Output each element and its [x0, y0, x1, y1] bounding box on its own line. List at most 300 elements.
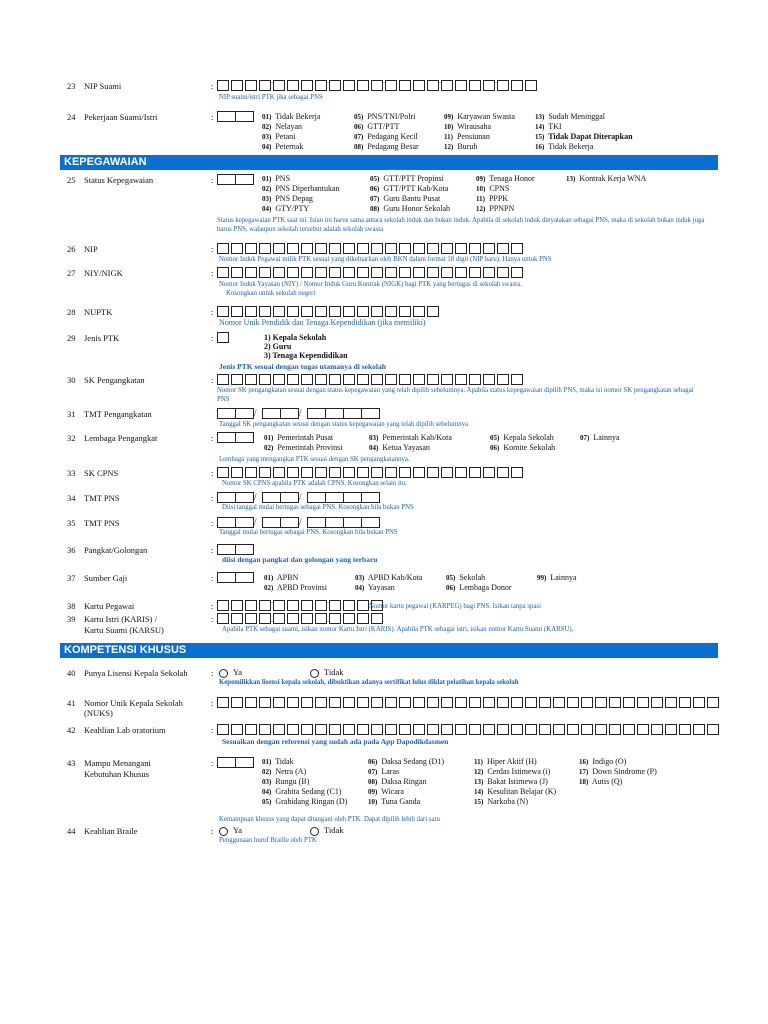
digit-box[interactable] [441, 80, 453, 91]
digit-box[interactable] [455, 697, 467, 708]
digit-box[interactable] [343, 697, 355, 708]
digit-box[interactable] [511, 267, 523, 278]
f27-label: NIY/NIGK [84, 268, 123, 278]
digit-box[interactable] [245, 613, 257, 624]
digit-box[interactable] [287, 243, 299, 254]
digit-box[interactable] [483, 374, 495, 385]
braile-ya-option[interactable] [219, 825, 242, 836]
digit-box[interactable] [441, 467, 453, 478]
digit-box[interactable] [441, 724, 453, 735]
digit-box[interactable] [361, 408, 380, 419]
digit-box[interactable] [483, 267, 495, 278]
digit-box[interactable] [273, 467, 285, 478]
digit-box[interactable] [329, 267, 341, 278]
digit-box[interactable] [245, 306, 257, 317]
digit-box[interactable] [343, 374, 355, 385]
digit-box[interactable] [539, 724, 551, 735]
digit-box[interactable] [315, 613, 327, 624]
digit-box[interactable] [235, 408, 254, 419]
digit-box[interactable] [231, 306, 243, 317]
digit-box[interactable] [280, 492, 299, 503]
digit-box[interactable] [329, 243, 341, 254]
digit-box[interactable] [385, 724, 397, 735]
digit-box[interactable] [235, 174, 254, 185]
lisensi-tidak-option[interactable] [310, 667, 344, 678]
digit-box[interactable] [525, 724, 537, 735]
digit-box[interactable] [217, 432, 235, 443]
digit-box[interactable] [307, 517, 325, 528]
digit-box[interactable] [217, 332, 229, 343]
digit-box[interactable] [497, 243, 509, 254]
digit-box[interactable] [329, 374, 341, 385]
digit-box[interactable] [235, 432, 254, 443]
digit-box[interactable] [427, 724, 439, 735]
tmt-pengangkatan-year[interactable] [307, 408, 380, 419]
digit-box[interactable] [287, 613, 299, 624]
digit-box[interactable] [235, 492, 254, 503]
digit-box[interactable] [262, 492, 280, 503]
digit-box[interactable] [361, 492, 380, 503]
digit-box[interactable] [287, 306, 299, 317]
digit-box[interactable] [385, 306, 397, 317]
tmt-pengangkatan-day[interactable] [217, 408, 254, 419]
digit-box[interactable] [679, 697, 691, 708]
digit-box[interactable] [217, 517, 235, 528]
digit-box[interactable] [325, 492, 343, 503]
digit-box[interactable] [259, 613, 271, 624]
digit-box[interactable] [455, 267, 467, 278]
digit-box[interactable] [245, 80, 257, 91]
digit-box[interactable] [399, 267, 411, 278]
digit-box[interactable] [497, 374, 509, 385]
digit-box[interactable] [511, 697, 523, 708]
sk-pengangkatan-input[interactable] [217, 374, 525, 385]
digit-box[interactable] [235, 111, 254, 122]
digit-box[interactable] [315, 600, 327, 611]
digit-box[interactable] [413, 697, 425, 708]
digit-box[interactable] [273, 243, 285, 254]
digit-box[interactable] [217, 80, 229, 91]
digit-box[interactable] [637, 697, 649, 708]
digit-box[interactable] [371, 243, 383, 254]
digit-box[interactable] [469, 724, 481, 735]
radio-icon[interactable] [219, 827, 228, 836]
digit-box[interactable] [511, 724, 523, 735]
digit-box[interactable] [307, 492, 325, 503]
digit-box[interactable] [525, 697, 537, 708]
digit-box[interactable] [497, 80, 509, 91]
digit-box[interactable] [497, 724, 509, 735]
digit-box[interactable] [357, 467, 369, 478]
digit-box[interactable] [553, 697, 565, 708]
digit-box[interactable] [609, 724, 621, 735]
digit-box[interactable] [325, 408, 343, 419]
digit-box[interactable] [511, 243, 523, 254]
digit-box[interactable] [301, 697, 313, 708]
digit-box[interactable] [217, 492, 235, 503]
radio-icon[interactable] [310, 827, 319, 836]
digit-box[interactable] [427, 306, 439, 317]
keahlian-lab-input[interactable] [217, 724, 721, 735]
digit-box[interactable] [371, 306, 383, 317]
digit-box[interactable] [357, 243, 369, 254]
digit-box[interactable] [329, 697, 341, 708]
digit-box[interactable] [301, 80, 313, 91]
digit-box[interactable] [469, 697, 481, 708]
digit-box[interactable] [245, 267, 257, 278]
kartu-pegawai-input[interactable] [217, 600, 385, 611]
digit-box[interactable] [357, 600, 369, 611]
digit-box[interactable] [273, 613, 285, 624]
digit-box[interactable] [343, 613, 355, 624]
jenis-ptk-input[interactable] [217, 332, 231, 343]
digit-box[interactable] [217, 243, 229, 254]
digit-box[interactable] [262, 517, 280, 528]
digit-box[interactable] [315, 267, 327, 278]
digit-box[interactable] [287, 600, 299, 611]
digit-box[interactable] [371, 613, 383, 624]
digit-box[interactable] [371, 467, 383, 478]
digit-box[interactable] [217, 374, 229, 385]
radio-icon[interactable] [219, 669, 228, 678]
digit-box[interactable] [262, 408, 280, 419]
digit-box[interactable] [245, 467, 257, 478]
option-code: 04) [262, 788, 272, 796]
digit-box[interactable] [231, 697, 243, 708]
digit-box[interactable] [595, 697, 607, 708]
digit-box[interactable] [357, 80, 369, 91]
digit-box[interactable] [217, 697, 229, 708]
digit-box[interactable] [343, 243, 355, 254]
tmt-pns-year[interactable] [307, 492, 380, 503]
digit-box[interactable] [693, 724, 705, 735]
digit-box[interactable] [441, 374, 453, 385]
digit-box[interactable] [301, 267, 313, 278]
sumber-gaji-input[interactable] [217, 572, 254, 583]
digit-box[interactable] [343, 408, 361, 419]
digit-box[interactable] [231, 724, 243, 735]
digit-box[interactable] [231, 243, 243, 254]
digit-box[interactable] [539, 697, 551, 708]
digit-box[interactable] [581, 724, 593, 735]
digit-box[interactable] [525, 80, 537, 91]
digit-box[interactable] [235, 544, 254, 555]
digit-box[interactable] [287, 697, 299, 708]
digit-box[interactable] [483, 697, 495, 708]
radio-icon[interactable] [310, 669, 319, 678]
status-kepegawaian-input[interactable] [217, 174, 254, 185]
digit-box[interactable] [259, 306, 271, 317]
digit-box[interactable] [259, 724, 271, 735]
digit-box[interactable] [427, 80, 439, 91]
digit-box[interactable] [511, 80, 523, 91]
digit-box[interactable] [329, 306, 341, 317]
digit-box[interactable] [217, 306, 229, 317]
digit-box[interactable] [455, 243, 467, 254]
digit-box[interactable] [235, 517, 254, 528]
digit-box[interactable] [231, 80, 243, 91]
digit-box[interactable] [217, 724, 229, 735]
digit-box[interactable] [329, 80, 341, 91]
digit-box[interactable] [329, 613, 341, 624]
digit-box[interactable] [315, 243, 327, 254]
digit-box[interactable] [371, 697, 383, 708]
digit-box[interactable] [665, 724, 677, 735]
digit-box[interactable] [399, 306, 411, 317]
digit-box[interactable] [665, 697, 677, 708]
digit-box[interactable] [343, 517, 361, 528]
digit-box[interactable] [399, 243, 411, 254]
kebutuhan-khusus-input[interactable] [217, 757, 254, 768]
digit-box[interactable] [259, 80, 271, 91]
digit-box[interactable] [273, 306, 285, 317]
digit-box[interactable] [217, 174, 235, 185]
digit-box[interactable] [273, 697, 285, 708]
tmt-pns2-month[interactable] [262, 517, 299, 528]
digit-box[interactable] [441, 267, 453, 278]
digit-box[interactable] [399, 697, 411, 708]
digit-box[interactable] [483, 467, 495, 478]
digit-box[interactable] [357, 306, 369, 317]
nip-suami-input[interactable] [217, 80, 539, 91]
digit-box[interactable] [469, 267, 481, 278]
digit-box[interactable] [623, 697, 635, 708]
digit-box[interactable] [329, 467, 341, 478]
digit-box[interactable] [287, 467, 299, 478]
digit-box[interactable] [595, 724, 607, 735]
digit-box[interactable] [357, 374, 369, 385]
digit-box[interactable] [455, 80, 467, 91]
digit-box[interactable] [217, 267, 229, 278]
digit-box[interactable] [259, 374, 271, 385]
digit-box[interactable] [637, 724, 649, 735]
digit-box[interactable] [217, 544, 235, 555]
digit-box[interactable] [609, 697, 621, 708]
digit-box[interactable] [217, 111, 235, 122]
digit-box[interactable] [245, 374, 257, 385]
digit-box[interactable] [567, 697, 579, 708]
digit-box[interactable] [357, 613, 369, 624]
digit-box[interactable] [707, 724, 719, 735]
niy-input[interactable] [217, 267, 525, 278]
digit-box[interactable] [301, 374, 313, 385]
digit-box[interactable] [273, 267, 285, 278]
sk-cpns-input[interactable] [217, 467, 525, 478]
digit-box[interactable] [469, 467, 481, 478]
digit-box[interactable] [385, 80, 397, 91]
digit-box[interactable] [235, 572, 254, 583]
nuks-input[interactable] [217, 697, 721, 708]
digit-box[interactable] [469, 243, 481, 254]
pekerjaan-input[interactable] [217, 111, 254, 122]
tmt-pns-month[interactable] [262, 492, 299, 503]
digit-box[interactable] [231, 374, 243, 385]
digit-box[interactable] [301, 724, 313, 735]
digit-box[interactable] [427, 374, 439, 385]
digit-box[interactable] [307, 408, 325, 419]
option-code: 05) [490, 434, 500, 442]
digit-box[interactable] [217, 408, 235, 419]
digit-box[interactable] [301, 243, 313, 254]
digit-box[interactable] [361, 517, 380, 528]
digit-box[interactable] [259, 467, 271, 478]
digit-box[interactable] [343, 724, 355, 735]
digit-box[interactable] [315, 467, 327, 478]
digit-box[interactable] [301, 467, 313, 478]
digit-box[interactable] [217, 467, 229, 478]
digit-box[interactable] [315, 724, 327, 735]
digit-box[interactable] [399, 467, 411, 478]
digit-box[interactable] [343, 600, 355, 611]
digit-box[interactable] [259, 243, 271, 254]
digit-box[interactable] [511, 374, 523, 385]
digit-box[interactable] [343, 306, 355, 317]
digit-box[interactable] [231, 267, 243, 278]
digit-box[interactable] [399, 80, 411, 91]
braile-tidak-option[interactable] [310, 825, 344, 836]
digit-box[interactable] [413, 374, 425, 385]
digit-box[interactable] [343, 80, 355, 91]
digit-box[interactable] [245, 724, 257, 735]
digit-box[interactable] [413, 306, 425, 317]
nuptk-input[interactable] [217, 306, 441, 317]
digit-box[interactable] [329, 724, 341, 735]
tmt-pns2-year[interactable] [307, 517, 380, 528]
digit-box[interactable] [483, 243, 495, 254]
digit-box[interactable] [371, 374, 383, 385]
digit-box[interactable] [553, 724, 565, 735]
digit-box[interactable] [259, 600, 271, 611]
option-item [444, 142, 515, 152]
digit-box[interactable] [287, 374, 299, 385]
digit-box[interactable] [385, 243, 397, 254]
digit-box[interactable] [315, 306, 327, 317]
digit-box[interactable] [280, 517, 299, 528]
digit-box[interactable] [301, 613, 313, 624]
digit-box[interactable] [231, 613, 243, 624]
digit-box[interactable] [497, 267, 509, 278]
digit-box[interactable] [399, 724, 411, 735]
digit-box[interactable] [455, 467, 467, 478]
digit-box[interactable] [385, 374, 397, 385]
pangkat-input[interactable] [217, 544, 254, 555]
digit-box[interactable] [357, 267, 369, 278]
digit-box[interactable] [329, 600, 341, 611]
digit-box[interactable] [371, 724, 383, 735]
digit-box[interactable] [343, 267, 355, 278]
digit-box[interactable] [371, 80, 383, 91]
digit-box[interactable] [651, 724, 663, 735]
digit-box[interactable] [413, 467, 425, 478]
digit-box[interactable] [511, 467, 523, 478]
digit-box[interactable] [235, 757, 254, 768]
digit-box[interactable] [259, 697, 271, 708]
digit-box[interactable] [483, 724, 495, 735]
digit-box[interactable] [441, 697, 453, 708]
digit-box[interactable] [343, 492, 361, 503]
digit-box[interactable] [469, 374, 481, 385]
digit-box[interactable] [325, 517, 343, 528]
digit-box[interactable] [427, 467, 439, 478]
digit-box[interactable] [217, 613, 229, 624]
digit-box[interactable] [455, 724, 467, 735]
digit-box[interactable] [357, 697, 369, 708]
digit-box[interactable] [427, 267, 439, 278]
tmt-pengangkatan-month[interactable] [262, 408, 299, 419]
digit-box[interactable] [217, 757, 235, 768]
digit-box[interactable] [399, 374, 411, 385]
digit-box[interactable] [581, 697, 593, 708]
digit-box[interactable] [413, 243, 425, 254]
digit-box[interactable] [245, 697, 257, 708]
digit-box[interactable] [497, 467, 509, 478]
digit-box[interactable] [679, 724, 691, 735]
digit-box[interactable] [315, 374, 327, 385]
digit-box[interactable] [273, 600, 285, 611]
tmt-pns2-day[interactable] [217, 517, 254, 528]
digit-box[interactable] [455, 374, 467, 385]
digit-box[interactable] [427, 243, 439, 254]
digit-box[interactable] [273, 374, 285, 385]
digit-box[interactable] [315, 80, 327, 91]
digit-box[interactable] [427, 697, 439, 708]
lembaga-input[interactable] [217, 432, 254, 443]
digit-box[interactable] [231, 467, 243, 478]
digit-box[interactable] [385, 467, 397, 478]
tmt-pns-day[interactable] [217, 492, 254, 503]
digit-box[interactable] [497, 697, 509, 708]
digit-box[interactable] [385, 697, 397, 708]
digit-box[interactable] [287, 267, 299, 278]
digit-box[interactable] [280, 408, 299, 419]
digit-box[interactable] [441, 243, 453, 254]
digit-box[interactable] [385, 267, 397, 278]
digit-box[interactable] [567, 724, 579, 735]
digit-box[interactable] [245, 243, 257, 254]
digit-box[interactable] [413, 267, 425, 278]
digit-box[interactable] [217, 572, 235, 583]
digit-box[interactable] [301, 306, 313, 317]
digit-box[interactable] [693, 697, 705, 708]
digit-box[interactable] [217, 600, 229, 611]
digit-box[interactable] [343, 467, 355, 478]
digit-box[interactable] [469, 80, 481, 91]
digit-box[interactable] [259, 267, 271, 278]
digit-box[interactable] [273, 80, 285, 91]
digit-box[interactable] [707, 697, 719, 708]
digit-box[interactable] [301, 600, 313, 611]
nip-input[interactable] [217, 243, 525, 254]
digit-box[interactable] [651, 697, 663, 708]
karis-karsu-input[interactable] [217, 613, 385, 624]
digit-box[interactable] [357, 724, 369, 735]
digit-box[interactable] [273, 724, 285, 735]
digit-box[interactable] [245, 600, 257, 611]
digit-box[interactable] [371, 267, 383, 278]
f35-note: Tanggal mulai bertugas sebagai PNS. Kosongkan bila bukan PNS [219, 529, 398, 536]
digit-box[interactable] [413, 724, 425, 735]
digit-box[interactable] [287, 80, 299, 91]
digit-box[interactable] [315, 697, 327, 708]
option-label: Kesulitan Belajar (K) [485, 787, 557, 796]
digit-box[interactable] [483, 80, 495, 91]
option-item [354, 142, 419, 152]
digit-box[interactable] [413, 80, 425, 91]
lisensi-ya-option[interactable] [219, 667, 242, 678]
digit-box[interactable] [623, 724, 635, 735]
digit-box[interactable] [231, 600, 243, 611]
digit-box[interactable] [287, 724, 299, 735]
